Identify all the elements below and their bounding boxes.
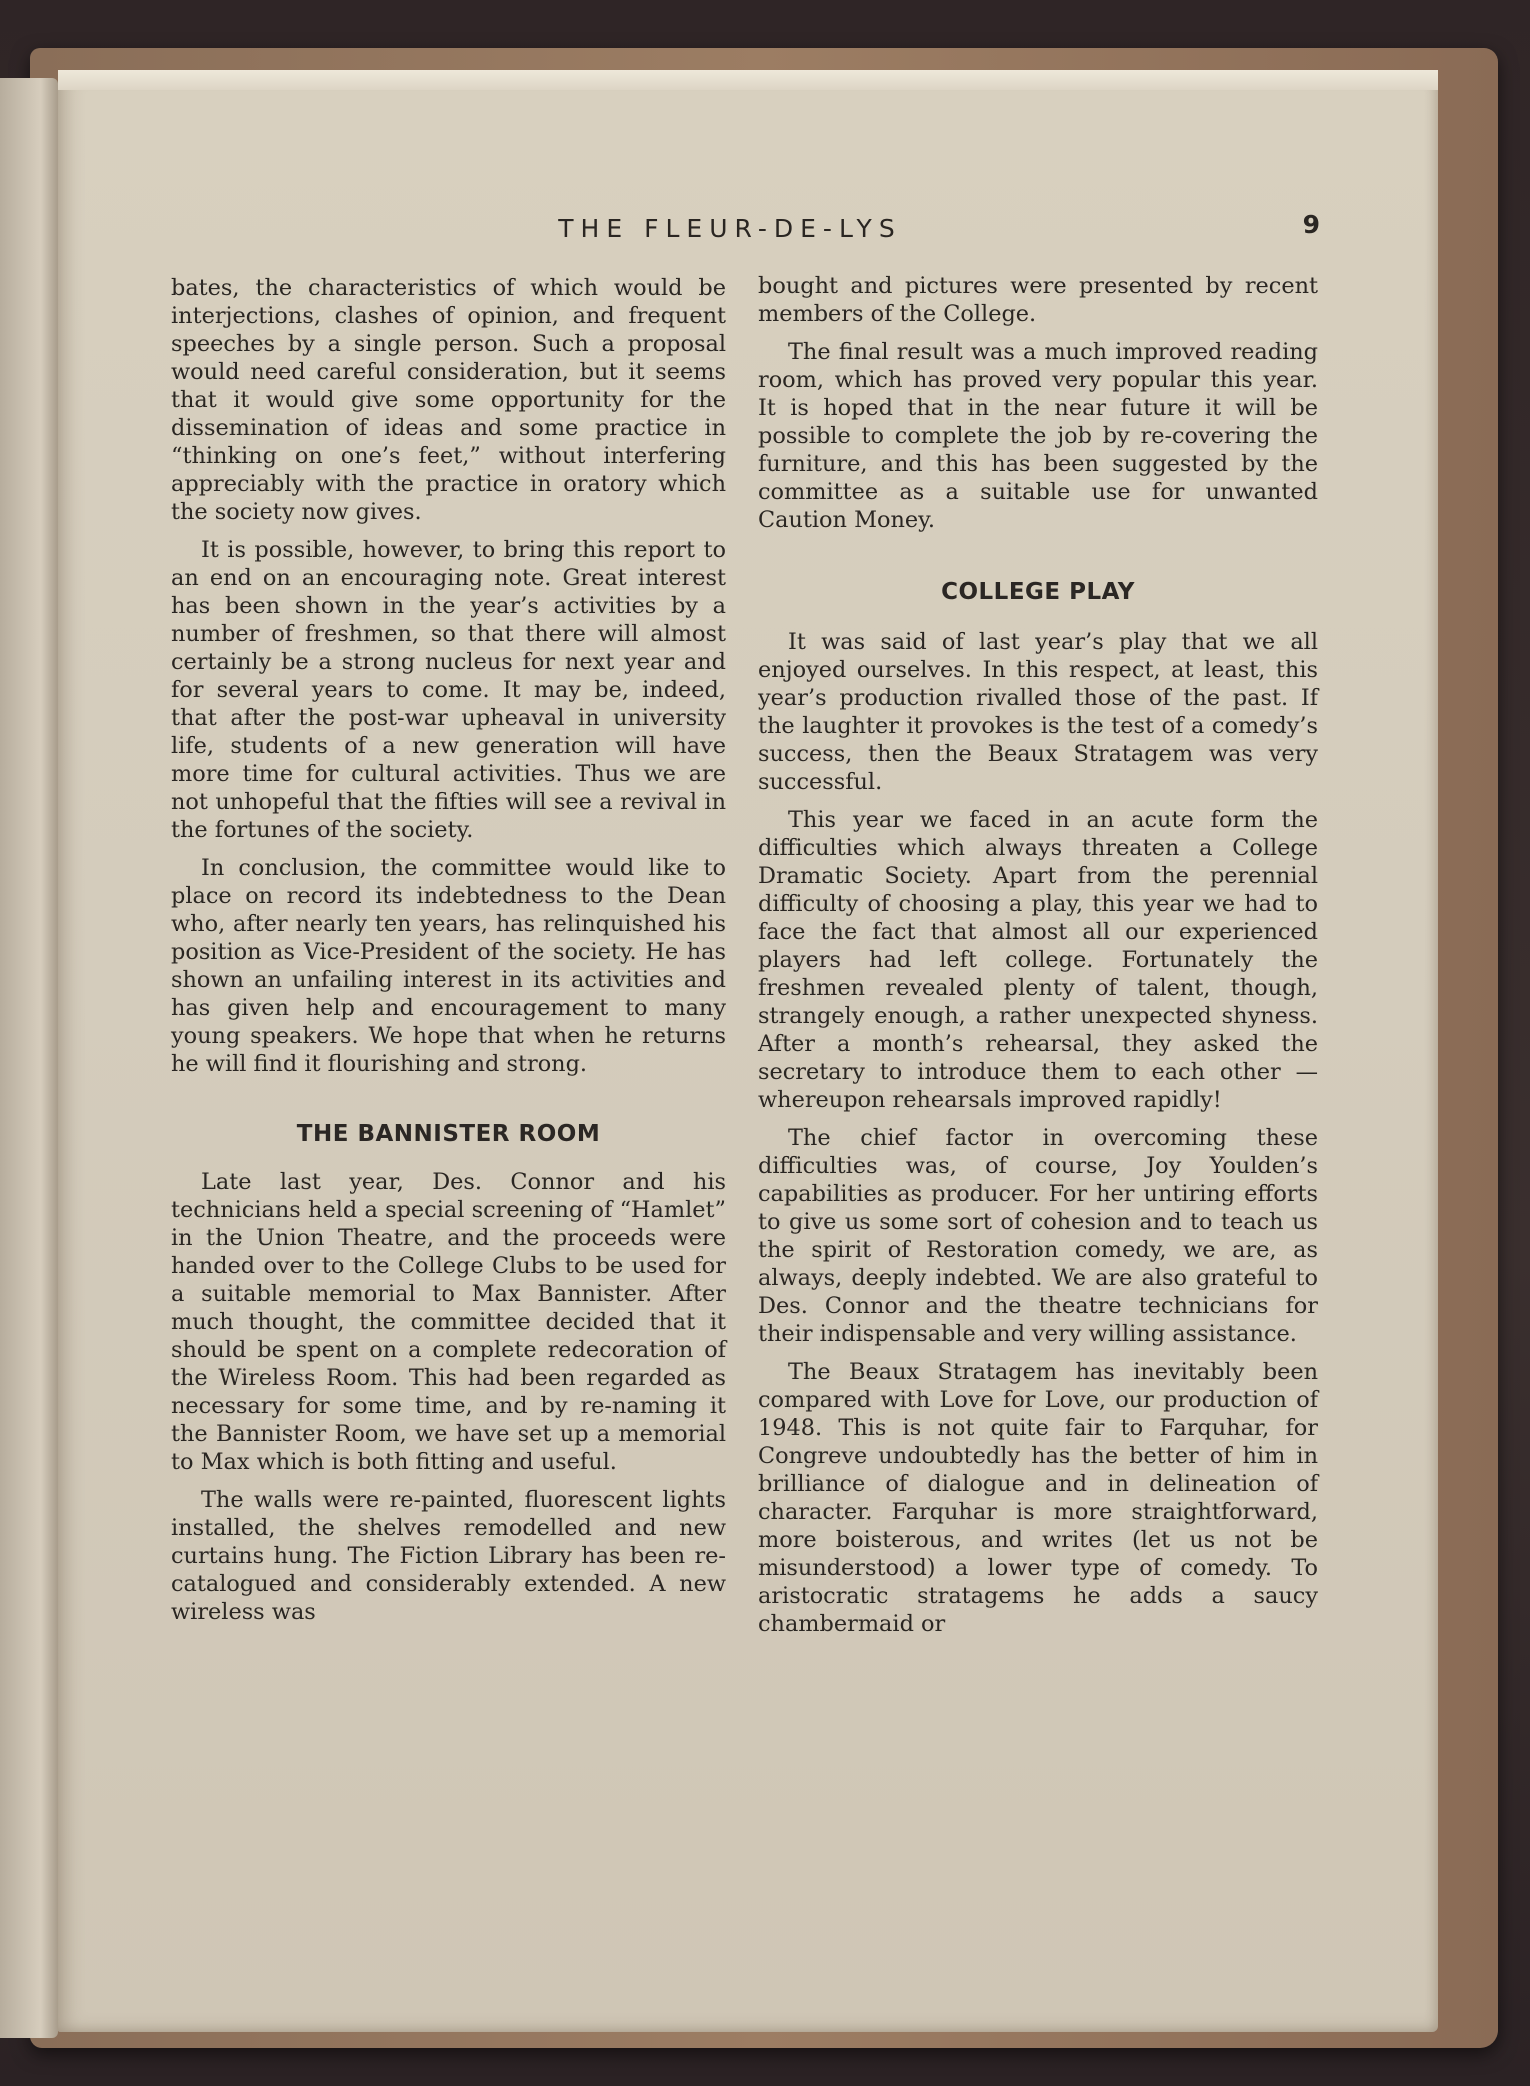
right-column: [758, 272, 1318, 1648]
paragraph: This year we faced in an acute form the difficulties which always threaten a College Dramatic Society. Apart from the perennial difficulty of choosing a play, this year we had to face the fact that almost all our experienced players had left college. Fortunately the freshmen revealed plenty of talent, though, strangely enough, a rather unexpected shyness. After a month’s rehearsal, they asked the secretary to introduce them to each other — whereupon rehearsals improved rapidly!: [758, 807, 1318, 1113]
paragraph: bates, the characteristics of which would be interjections, clashes of opinion, and frequent speeches by a single person. Such a proposal would need careful consideration, but it seems that it would give some opportunity for the dissemination of ideas and some practice in “thinking on one’s feet,” without interfering appreciably with the practice in oratory which the society now gives.: [171, 275, 726, 525]
running-title: THE FLEUR-DE-LYS: [558, 214, 902, 243]
page-number: 9: [1302, 210, 1320, 239]
left-column: [171, 274, 726, 1636]
paragraph: The Beaux Stratagem has inevitably been compared with Love for Love, our production of 1948. This is not quite fair to Farquhar, for Congreve undoubtedly has the better of him in brilliance of dialogue and in delineation of character. Farquhar is more straightforward, more boisterous, and writes (let us not be misunderstood) a lower type of comedy. To aristocratic stratagems he adds a saucy chambermaid or: [758, 1359, 1318, 1637]
paragraph: bought and pictures were presented by recent members of the College.: [758, 273, 1318, 327]
page-top-edge: [58, 70, 1438, 90]
section-heading-bannister-room: THE BANNISTER ROOM: [296, 1121, 601, 1147]
paragraph: The final result was a much improved reading room, which has proved very popular this year. It is hoped that in the near future it will be possible to complete the job by re-covering the furniture, and this has been suggested by the committee as a suitable use for unwanted Caution Money.: [758, 339, 1318, 533]
paragraph: The walls were re-painted, fluorescent lights installed, the shelves remodelled and new curtains hung. The Fiction Library has been re-catalogued and considerably extended. A new wireless was: [171, 1487, 726, 1625]
facing-page-edge: [0, 78, 58, 2038]
section-heading-college-play: COLLEGE PLAY: [941, 579, 1135, 605]
paragraph: It was said of last year’s play that we all enjoyed ourselves. In this respect, at least, this year’s production rivalled those of the past. If the laughter it provokes is the test of a comedy’s success, then the Beaux Stratagem was very successful.: [758, 629, 1318, 795]
paragraph: Late last year, Des. Connor and his technicians held a special screening of “Hamlet” in the Union Theatre, and the proceeds were handed over to the College Clubs to be used for a suitable memorial to Max Bannister. After much thought, the committee decided that it should be spent on a complete redecoration of the Wireless Room. This had been regarded as necessary for some time, and by re-naming it the Bannister Room, we have set up a memorial to Max which is both fitting and useful.: [171, 1169, 726, 1475]
paragraph: In conclusion, the committee would like to place on record its indebtedness to the Dean who, after nearly ten years, has relinquished his position as Vice-President of the society. He has shown an unfailing interest in its activities and has given help and encouragement to many young speakers. We hope that when he returns he will find it flourishing and strong.: [171, 855, 726, 1077]
paragraph: It is possible, however, to bring this report to an end on an encouraging note. Great interest has been shown in the year’s activities by a number of freshmen, so that there will almost certainly be a strong nucleus for next year and for several years to come. It may be, indeed, that after the post-war upheaval in university life, students of a new generation will have more time for cultural activities. Thus we are not unhopeful that the fifties will see a revival in the fortunes of the society.: [171, 537, 726, 843]
paragraph: The chief factor in overcoming these difficulties was, of course, Joy Youlden’s capabilities as producer. For her untiring efforts to give us some sort of cohesion and to teach us the spirit of Restoration comedy, we are, as always, deeply indebted. We are also grateful to Des. Connor and the theatre technicians for their indispensable and very willing assistance.: [758, 1125, 1318, 1347]
